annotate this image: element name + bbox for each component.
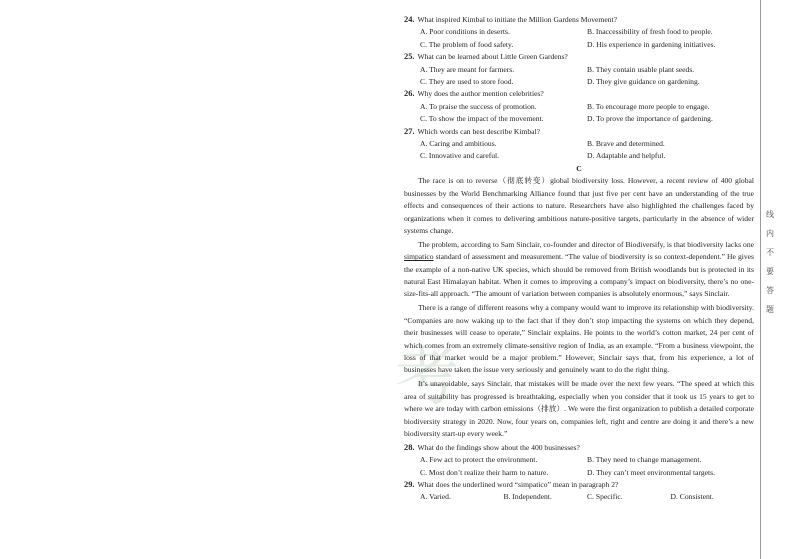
option-a[interactable]: A. They are meant for farmers.	[420, 64, 515, 74]
option-c[interactable]: C. They are used to store food.	[420, 77, 514, 87]
watermark: 考	[395, 341, 459, 415]
option-b[interactable]: B. To encourage more people to engage.	[587, 101, 710, 111]
option-d[interactable]: D. To prove the importance of gardening.	[587, 114, 713, 124]
exam-page	[404, 14, 754, 504]
question-27: 27. Which words can best describe Kimbal?	[404, 126, 540, 136]
question-24: 24. What inspired Kimbal to initiate the Million Gardens Movement?	[404, 15, 617, 24]
option-c[interactable]: C. Most don’t realize their harm to nature.	[420, 467, 549, 477]
question-24-options	[420, 26, 754, 51]
option-c[interactable]: C. To show the impact of the movement.	[420, 114, 544, 124]
option-a[interactable]: A. Poor conditions in deserts.	[420, 27, 510, 37]
question-28-options	[420, 454, 754, 479]
option-d[interactable]: D. Consistent.	[670, 492, 714, 502]
section-heading: C	[576, 163, 582, 173]
binding-notice: 线 内 不 要 答 题	[766, 210, 774, 314]
binding-line	[760, 0, 761, 559]
question-26: 26. Why does the author mention celebrities?	[404, 89, 544, 99]
question-28: 28. What do the findings show about the 400 businesses?	[404, 442, 580, 452]
option-b[interactable]: B. Independent.	[503, 492, 552, 502]
option-b[interactable]: B. They contain usable plant seeds.	[587, 64, 695, 74]
question-27-options	[420, 138, 754, 163]
question-25: 25. What can be learned about Little Green Gardens?	[404, 52, 568, 62]
question-29: 29. What does the underlined word “simpatico” mean in paragraph 2?	[404, 480, 619, 490]
option-d[interactable]: D. They give guidance on gardening.	[587, 77, 700, 87]
option-c[interactable]: C. The problem of food safety.	[420, 39, 514, 49]
question-25-options	[420, 64, 754, 89]
option-b[interactable]: B. Brave and determined.	[587, 139, 665, 149]
option-a[interactable]: A. Few act to protect the environment.	[420, 455, 538, 465]
option-c[interactable]: C. Specific.	[587, 492, 623, 502]
option-d[interactable]: D. They can’t meet environmental targets.	[587, 467, 715, 477]
option-a[interactable]: A. To praise the success of promotion.	[420, 101, 537, 111]
paragraph-4: It’s unavoidable, says Sinclair, that mistakes will be made over the next few years. “The speed at which this area of suitability has progressed is breathtaking, especially when you consider that it took us 15 years to get to where we are today with carbon emissions（排放）. We were the first organization to publish a detailed corporate biodiversity strategy in 2020. Now, four years on, companies left, right and centre are doing it and there’s a new biodiversity start-up every week.”	[404, 379, 754, 438]
option-c[interactable]: C. Innovative and careful.	[420, 151, 500, 161]
option-a[interactable]: A. Caring and ambitious.	[420, 139, 497, 149]
underlined-word: simpatico	[404, 252, 434, 262]
option-d[interactable]: D. Adaptable and helpful.	[587, 151, 666, 161]
question-29-options	[420, 491, 754, 503]
option-a[interactable]: A. Varied.	[420, 492, 451, 502]
paragraph-2: The problem, according to Sam Sinclair, co-founder and director of Biodiversify, is that biodiversity lacks one simpatico standard of assessment and measurement. “The value of biodiversity is so context-dependent.” He gives the example of a non-native UK species, which should be removed from British woodlands but is protected in its natural East Himalayan habitat. When it comes to improving a company’s impact on biodiversity, there’s no one-size-fits-all approach. “The amount of variation between companies is absolutely enormous,” says Sinclair.	[404, 239, 754, 299]
paragraph-3: There is a range of different reasons why a company would want to improve its relationship with biodiversity. “Companies are now waking up to the fact that if they don’t stop impacting the systems on which they depend, their businesses will cease to operate,” Sinclair explains. He points to the world’s cotton market, 24 per cent of which comes from an extremely climate-sensitive region of India, as an example. “From a business viewpoint, the loss of that market would be a major problem.” However, Sinclair says that, from his experience, a lot of businesses have taken the issue very seriously and genuinely want to do the right thing.	[404, 303, 754, 375]
option-b[interactable]: B. Inaccessibility of fresh food to people.	[587, 27, 713, 37]
question-26-options	[420, 101, 754, 126]
option-d[interactable]: D. His experience in gardening initiatives.	[587, 39, 716, 49]
paragraph-1: The race is on to reverse（彻底转变）global biodiversity loss. However, a recent review of 400 global businesses by the World Benchmarking Alliance found that just five per cent have an understanding of the true effects and consequences of their actions to nature. Researchers have also highlighted the challenges faced by organizations when it comes to delivering ambitious nature-positive targets, particularly in the absence of wider systems change.	[404, 176, 754, 235]
option-b[interactable]: B. They need to change management.	[587, 455, 702, 465]
